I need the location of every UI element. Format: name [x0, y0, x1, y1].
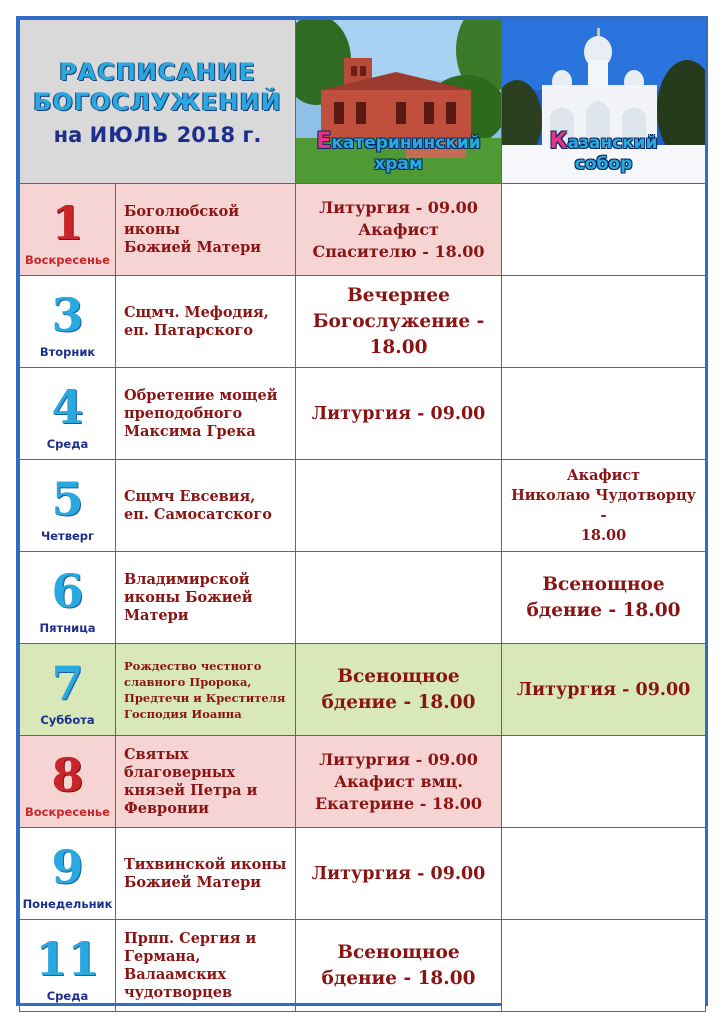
feast-line: Рождество честного — [124, 658, 262, 673]
schedule-row — [20, 828, 706, 920]
church2-service-cell — [502, 368, 706, 460]
church1-service-cell — [296, 644, 502, 736]
feast-line: Предтечи и Крестителя — [124, 690, 286, 705]
title-block — [20, 20, 296, 184]
title-line-2: БОГОСЛУЖЕНИЙ — [33, 87, 282, 116]
title-prefix: на — [53, 122, 83, 147]
service-line: Акафист вмц. — [334, 771, 463, 791]
date-cell — [20, 276, 116, 368]
service-line: Литургия - 09.00 — [319, 197, 478, 217]
church2-service-cell — [502, 552, 706, 644]
service-line: 18.00 — [369, 336, 428, 358]
feast-line: преподобного — [124, 404, 243, 422]
church1-service-cell — [296, 184, 502, 276]
feast-line: Обретение мощей — [124, 386, 278, 404]
schedule-row — [20, 276, 706, 368]
service-line: бдение - 18.00 — [321, 691, 476, 713]
day-number: 9 — [51, 839, 84, 894]
day-number: 7 — [51, 655, 84, 710]
service-line: бдение - 18.00 — [321, 967, 476, 989]
service-line: Акафист — [358, 219, 439, 239]
feast-cell — [116, 552, 296, 644]
feast-line: иконы Божией — [124, 588, 253, 606]
ekaterina-church-photo — [296, 20, 501, 183]
service-line: Екатерине - 18.00 — [314, 793, 483, 813]
header-row — [20, 20, 706, 184]
feast-cell — [116, 644, 296, 736]
church1-service-cell — [296, 276, 502, 368]
feast-line: Сщмч Евсевия, — [124, 487, 256, 505]
church1-service-cell — [296, 736, 502, 828]
feast-line: Прпп. Сергия и — [124, 929, 257, 947]
feast-line: князей Петра и — [124, 781, 258, 799]
feast-cell — [116, 920, 296, 1012]
church1-header — [296, 20, 502, 184]
church1-name: Екатерининский храм — [316, 129, 481, 174]
day-number: 6 — [51, 563, 84, 618]
church1-service-cell — [296, 552, 502, 644]
date-cell — [20, 552, 116, 644]
feast-line: Матери — [124, 606, 189, 624]
feast-line: Германа, Валаамских — [124, 947, 226, 983]
feast-line: Февронии — [124, 799, 209, 817]
service-line: Литургия - 09.00 — [311, 403, 486, 424]
day-number: 1 — [51, 195, 84, 250]
feast-line: Божией Матери — [124, 873, 262, 891]
church2-header — [502, 20, 706, 184]
feast-line: Владимирской — [124, 570, 250, 588]
service-line: Богослужение - — [312, 310, 485, 332]
feast-line: Тихвинской иконы — [124, 855, 287, 873]
weekday-label: Понедельник — [22, 896, 113, 911]
schedule-row — [20, 736, 706, 828]
feast-line: Святых благоверных — [124, 745, 236, 781]
kazan-cathedral-photo — [502, 20, 705, 183]
date-cell — [20, 736, 116, 828]
day-number: 5 — [51, 471, 84, 526]
church2-name: Казанский собор — [549, 129, 658, 174]
weekday-label: Четверг — [40, 528, 95, 543]
service-line: Акафист — [566, 466, 641, 484]
feast-line: Максима Грека — [124, 422, 256, 440]
feast-line: Господия Иоанна — [124, 706, 242, 721]
schedule-row — [20, 368, 706, 460]
title-year: 2018 г. — [176, 122, 262, 147]
weekday-label: Среда — [46, 988, 89, 1003]
weekday-label: Суббота — [40, 712, 95, 727]
weekday-label: Вторник — [39, 344, 96, 359]
service-line: Спасителю - 18.00 — [312, 241, 485, 261]
title-line-1: РАСПИСАНИЕ — [59, 57, 256, 86]
church2-service-cell — [502, 184, 706, 276]
date-cell — [20, 920, 116, 1012]
feast-cell — [116, 368, 296, 460]
weekday-label: Пятница — [39, 620, 96, 635]
feast-line: еп. Самосатского — [124, 505, 272, 523]
church2-service-cell — [502, 920, 706, 1012]
date-cell — [20, 828, 116, 920]
service-line: Вечернее — [347, 284, 450, 306]
feast-line: еп. Патарского — [124, 321, 254, 339]
feast-cell — [116, 184, 296, 276]
weekday-label: Среда — [46, 436, 89, 451]
church2-service-cell — [502, 276, 706, 368]
day-number: 8 — [51, 747, 84, 802]
schedule-row — [20, 644, 706, 736]
feast-line: Сщмч. Мефодия, — [124, 303, 269, 321]
feast-cell — [116, 736, 296, 828]
service-line: Николаю Чудотворцу - — [511, 486, 696, 524]
service-line: Литургия - 09.00 — [311, 863, 486, 884]
service-line: Всенощное — [542, 573, 665, 595]
weekday-label: Воскресенье — [25, 804, 110, 819]
schedule-row — [20, 184, 706, 276]
church2-service-cell — [502, 644, 706, 736]
feast-line: Боголюбской иконы — [124, 202, 240, 238]
schedule-row — [20, 460, 706, 552]
schedule-row — [20, 552, 706, 644]
schedule-table — [19, 19, 706, 1012]
weekday-label: Воскресенье — [25, 252, 110, 267]
service-line: Всенощное — [337, 941, 460, 963]
church1-service-cell — [296, 828, 502, 920]
day-number: 11 — [35, 931, 100, 986]
church2-service-cell — [502, 460, 706, 552]
date-cell — [20, 460, 116, 552]
day-number: 3 — [51, 287, 84, 342]
church1-service-cell — [296, 920, 502, 1012]
schedule-sheet — [16, 16, 708, 1006]
service-line: Всенощное — [337, 665, 460, 687]
service-line: бдение - 18.00 — [526, 599, 681, 621]
feast-cell — [116, 460, 296, 552]
date-cell — [20, 368, 116, 460]
feast-line: чудотворцев — [124, 983, 233, 1001]
feast-line: Божией Матери — [124, 238, 262, 256]
service-line: Литургия - 09.00 — [319, 749, 478, 769]
service-line: 18.00 — [580, 526, 627, 544]
church2-service-cell — [502, 736, 706, 828]
title-month-line — [20, 123, 295, 147]
date-cell — [20, 644, 116, 736]
title-month: ИЮЛЬ — [89, 122, 170, 147]
church1-service-cell — [296, 368, 502, 460]
feast-line: славного Пророка, — [124, 674, 252, 689]
church2-service-cell — [502, 828, 706, 920]
feast-cell — [116, 828, 296, 920]
church1-service-cell — [296, 460, 502, 552]
service-line: Литургия - 09.00 — [516, 679, 691, 700]
day-number: 4 — [51, 379, 84, 434]
feast-cell — [116, 276, 296, 368]
date-cell — [20, 184, 116, 276]
schedule-row — [20, 920, 706, 1012]
